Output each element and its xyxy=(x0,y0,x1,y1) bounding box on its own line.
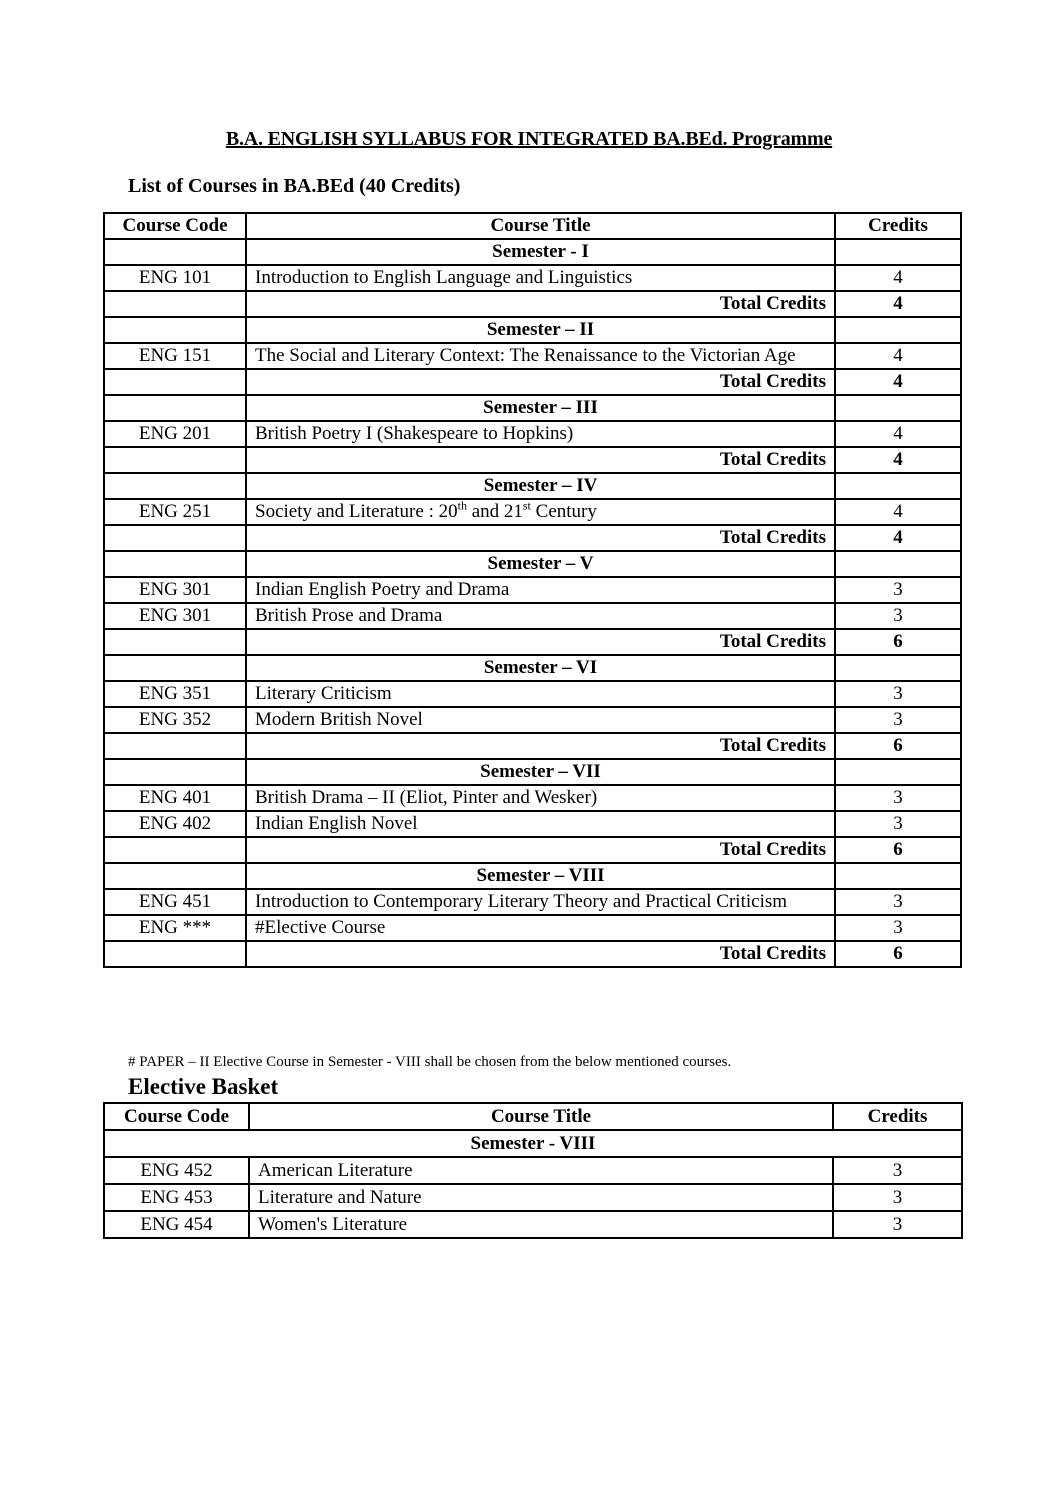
table-row xyxy=(104,707,961,733)
total-credits-value: 4 xyxy=(835,369,961,395)
header-credits: Credits xyxy=(835,213,961,239)
total-credits-value: 4 xyxy=(835,525,961,551)
total-code-empty xyxy=(104,447,246,473)
semester-credit-empty xyxy=(835,473,961,499)
table-row xyxy=(104,499,961,525)
header-course-code: Course Code xyxy=(104,213,246,239)
total-row xyxy=(104,837,961,863)
semester-row xyxy=(104,395,961,421)
table-row xyxy=(104,603,961,629)
table-row xyxy=(104,785,961,811)
course-code: ENG 201 xyxy=(104,421,246,447)
course-credits: 3 xyxy=(835,811,961,837)
total-code-empty xyxy=(104,369,246,395)
elective-header-credits: Credits xyxy=(833,1103,962,1130)
elective-course-code: ENG 453 xyxy=(104,1184,249,1211)
table-header-row xyxy=(104,213,961,239)
elective-course-code: ENG 454 xyxy=(104,1211,249,1238)
total-row xyxy=(104,447,961,473)
total-code-empty xyxy=(104,941,246,967)
course-credits: 4 xyxy=(835,265,961,291)
semester-code-empty xyxy=(104,863,246,889)
course-credits: 3 xyxy=(835,577,961,603)
semester-row xyxy=(104,655,961,681)
course-credits: 4 xyxy=(835,343,961,369)
semester-label: Semester – II xyxy=(246,317,835,343)
total-credits-value: 6 xyxy=(835,629,961,655)
total-credits-label: Total Credits xyxy=(246,733,835,759)
elective-course-credits: 3 xyxy=(833,1184,962,1211)
total-code-empty xyxy=(104,525,246,551)
elective-course-credits: 3 xyxy=(833,1157,962,1184)
course-title: Introduction to English Language and Linguistics xyxy=(246,265,835,291)
semester-label: Semester – VIII xyxy=(246,863,835,889)
elective-row xyxy=(104,1157,962,1184)
total-code-empty xyxy=(104,733,246,759)
course-title-superscript: st xyxy=(522,499,531,513)
semester-row xyxy=(104,759,961,785)
semester-credit-empty xyxy=(835,239,961,265)
total-row xyxy=(104,733,961,759)
elective-row xyxy=(104,1211,962,1238)
course-credits: 3 xyxy=(835,681,961,707)
total-credits-label: Total Credits xyxy=(246,629,835,655)
total-row xyxy=(104,629,961,655)
total-code-empty xyxy=(104,837,246,863)
course-title: Indian English Poetry and Drama xyxy=(246,577,835,603)
elective-semester-label: Semester - VIII xyxy=(104,1130,962,1157)
semester-credit-empty xyxy=(835,863,961,889)
table-row xyxy=(104,811,961,837)
total-row xyxy=(104,291,961,317)
total-row xyxy=(104,369,961,395)
course-title: Modern British Novel xyxy=(246,707,835,733)
semester-row xyxy=(104,239,961,265)
table-row xyxy=(104,889,961,915)
total-row xyxy=(104,525,961,551)
elective-course-title: American Literature xyxy=(249,1157,833,1184)
course-code: ENG 101 xyxy=(104,265,246,291)
table-row xyxy=(104,343,961,369)
semester-code-empty xyxy=(104,239,246,265)
elective-note: # PAPER – II Elective Course in Semester - VIII shall be chosen from the below mentioned courses. xyxy=(128,1054,732,1070)
course-credits: 3 xyxy=(835,785,961,811)
elective-table xyxy=(103,1102,963,1239)
course-title: The Social and Literary Context: The Renaissance to the Victorian Age xyxy=(246,343,835,369)
course-title: #Elective Course xyxy=(246,915,835,941)
course-code: ENG 301 xyxy=(104,603,246,629)
table-row xyxy=(104,265,961,291)
semester-credit-empty xyxy=(835,759,961,785)
elective-semester-row xyxy=(104,1130,962,1157)
semester-code-empty xyxy=(104,395,246,421)
course-title: British Poetry I (Shakespeare to Hopkins) xyxy=(246,421,835,447)
table-row xyxy=(104,421,961,447)
semester-code-empty xyxy=(104,759,246,785)
semester-credit-empty xyxy=(835,317,961,343)
elective-course-title: Women's Literature xyxy=(249,1211,833,1238)
semester-code-empty xyxy=(104,317,246,343)
course-title-part: Century xyxy=(530,501,597,522)
elective-header-row xyxy=(104,1103,962,1130)
semester-credit-empty xyxy=(835,395,961,421)
table-row xyxy=(104,915,961,941)
course-title: Introduction to Contemporary Literary Theory and Practical Criticism xyxy=(246,889,835,915)
course-code: ENG 352 xyxy=(104,707,246,733)
course-code: ENG 451 xyxy=(104,889,246,915)
total-credits-value: 4 xyxy=(835,447,961,473)
semester-label: Semester – VI xyxy=(246,655,835,681)
course-code: ENG 251 xyxy=(104,499,246,525)
semester-label: Semester – III xyxy=(246,395,835,421)
total-credits-label: Total Credits xyxy=(246,369,835,395)
total-credits-value: 4 xyxy=(835,291,961,317)
course-code: ENG 402 xyxy=(104,811,246,837)
total-credits-label: Total Credits xyxy=(246,525,835,551)
semester-code-empty xyxy=(104,551,246,577)
course-code: ENG 301 xyxy=(104,577,246,603)
total-credits-label: Total Credits xyxy=(246,941,835,967)
table-row xyxy=(104,577,961,603)
elective-course-code: ENG 452 xyxy=(104,1157,249,1184)
course-credits: 3 xyxy=(835,889,961,915)
semester-row xyxy=(104,551,961,577)
course-credits: 4 xyxy=(835,421,961,447)
elective-course-credits: 3 xyxy=(833,1211,962,1238)
course-code: ENG 151 xyxy=(104,343,246,369)
course-credits: 3 xyxy=(835,707,961,733)
document-title: B.A. ENGLISH SYLLABUS FOR INTEGRATED BA.BEd. Programme xyxy=(225,128,833,150)
course-title: British Drama – II (Eliot, Pinter and Wesker) xyxy=(246,785,835,811)
elective-header-course-code: Course Code xyxy=(104,1103,249,1130)
course-code: ENG 351 xyxy=(104,681,246,707)
elective-row xyxy=(104,1184,962,1211)
course-title-superscript: th xyxy=(457,499,467,513)
course-code: ENG 401 xyxy=(104,785,246,811)
semester-label: Semester – V xyxy=(246,551,835,577)
total-credits-value: 6 xyxy=(835,837,961,863)
semester-label: Semester – IV xyxy=(246,473,835,499)
semester-credit-empty xyxy=(835,655,961,681)
total-credits-label: Total Credits xyxy=(246,291,835,317)
course-credits: 3 xyxy=(835,603,961,629)
elective-course-title: Literature and Nature xyxy=(249,1184,833,1211)
total-code-empty xyxy=(104,291,246,317)
semester-row xyxy=(104,863,961,889)
total-row xyxy=(104,941,961,967)
semester-credit-empty xyxy=(835,551,961,577)
semester-code-empty xyxy=(104,655,246,681)
document-subtitle: List of Courses in BA.BEd (40 Credits) xyxy=(128,175,461,197)
courses-table xyxy=(103,212,962,968)
semester-row xyxy=(104,473,961,499)
table-row xyxy=(104,681,961,707)
elective-header-course-title: Course Title xyxy=(249,1103,833,1130)
total-credits-label: Total Credits xyxy=(246,447,835,473)
course-code: ENG *** xyxy=(104,915,246,941)
header-course-title: Course Title xyxy=(246,213,835,239)
course-title: Indian English Novel xyxy=(246,811,835,837)
course-credits: 3 xyxy=(835,915,961,941)
course-title-part: Society and Literature : 20 xyxy=(255,501,458,522)
semester-row xyxy=(104,317,961,343)
courses-table-body xyxy=(104,213,961,967)
course-title-part: and 21 xyxy=(466,501,523,522)
semester-label: Semester – VII xyxy=(246,759,835,785)
total-credits-value: 6 xyxy=(835,733,961,759)
semester-label: Semester - I xyxy=(246,239,835,265)
course-title xyxy=(246,499,835,525)
total-credits-label: Total Credits xyxy=(246,837,835,863)
elective-basket-heading: Elective Basket xyxy=(128,1074,279,1099)
elective-table-body xyxy=(104,1103,962,1238)
total-code-empty xyxy=(104,629,246,655)
course-title: Literary Criticism xyxy=(246,681,835,707)
course-credits: 4 xyxy=(835,499,961,525)
course-title: British Prose and Drama xyxy=(246,603,835,629)
semester-code-empty xyxy=(104,473,246,499)
total-credits-value: 6 xyxy=(835,941,961,967)
